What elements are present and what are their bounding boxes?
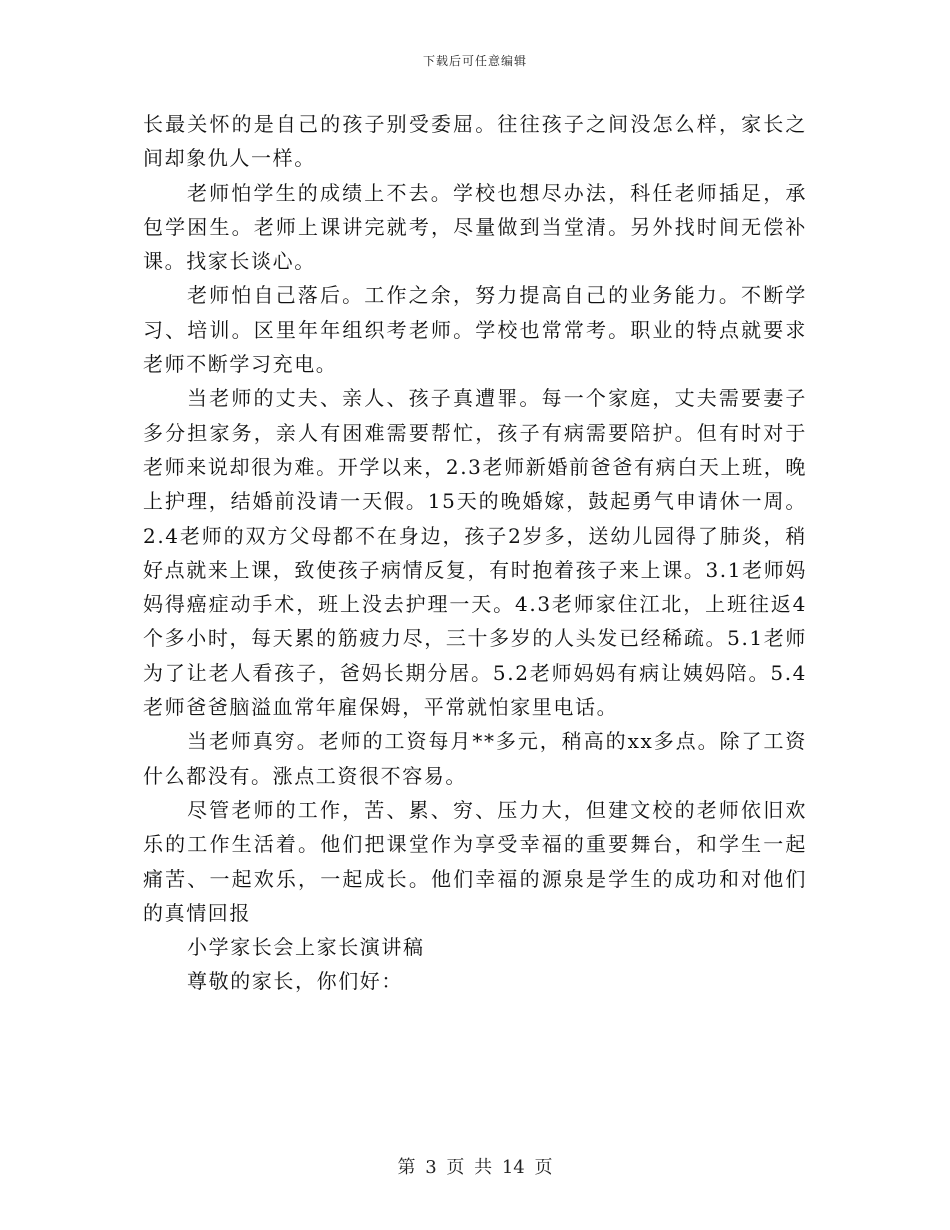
paragraph-happy-teachers: 尽管老师的工作，苦、累、穷、压力大，但建文校的老师依旧欢乐的工作生活着。他们把课堂作为享受幸福的重要舞台，和学生一起痛苦、一起欢乐，一起成长。他们幸福的源泉是学生的成功和对他们的真情回报 bbox=[143, 797, 807, 925]
page-number-footer: 第 3 页 共 14 页 bbox=[397, 1157, 553, 1178]
section-title: 小学家长会上家长演讲稿 bbox=[187, 935, 425, 960]
paragraph-grades-worry: 老师怕学生的成绩上不去。学校也想尽办法，科任老师插足，承包学困生。老师上课讲完就考，尽量做到当堂清。另外找时间无偿补课。找家长谈心。 bbox=[143, 180, 807, 274]
paragraph-family-suffering: 当老师的丈夫、亲人、孩子真遭罪。每一个家庭，丈夫需要妻子多分担家务，亲人有困难需要帮忙，孩子有病需要陪护。但有时对于老师来说却很为难。开学以来，2.3老师新婚前爸爸有病白天上班，晚上护理，结婚前没请一天假。15天的晚婚嫁，鼓起勇气申请休一周。2.4老师的双方父母都不在身边，孩子2岁多，送幼儿园得了肺炎，稍好点就来上课，致使孩子病情反复，有时抱着孩子来上课。3.1老师妈妈得癌症动手术，班上没去护理一天。4.3老师家住江北，上班往返4个多小时，每天累的筋疲力尽，三十多岁的人头发已经稀疏。5.1老师为了让老人看孩子，爸妈长期分居。5.2老师妈妈有病让姨妈陪。5.4老师爸爸脑溢血常年雇保姆，平常就怕家里电话。 bbox=[143, 386, 807, 720]
document-body bbox=[143, 107, 807, 999]
salutation: 尊敬的家长，你们好： bbox=[187, 969, 403, 994]
paragraph-continuation: 长最关怀的是自己的孩子别受委屈。往往孩子之间没怎么样，家长之间却象仇人一样。 bbox=[143, 112, 807, 171]
paragraph-falling-behind: 老师怕自己落后。工作之余，努力提高自己的业务能力。不断学习、培训。区里年年组织考老师。学校也常常考。职业的特点就要求老师不断学习充电。 bbox=[143, 283, 807, 377]
paragraph-low-salary: 当老师真穷。老师的工资每月**多元，稍高的xx多点。除了工资什么都没有。涨点工资很不容易。 bbox=[143, 729, 807, 788]
page-header: 下载后可任意编辑 bbox=[422, 54, 527, 68]
